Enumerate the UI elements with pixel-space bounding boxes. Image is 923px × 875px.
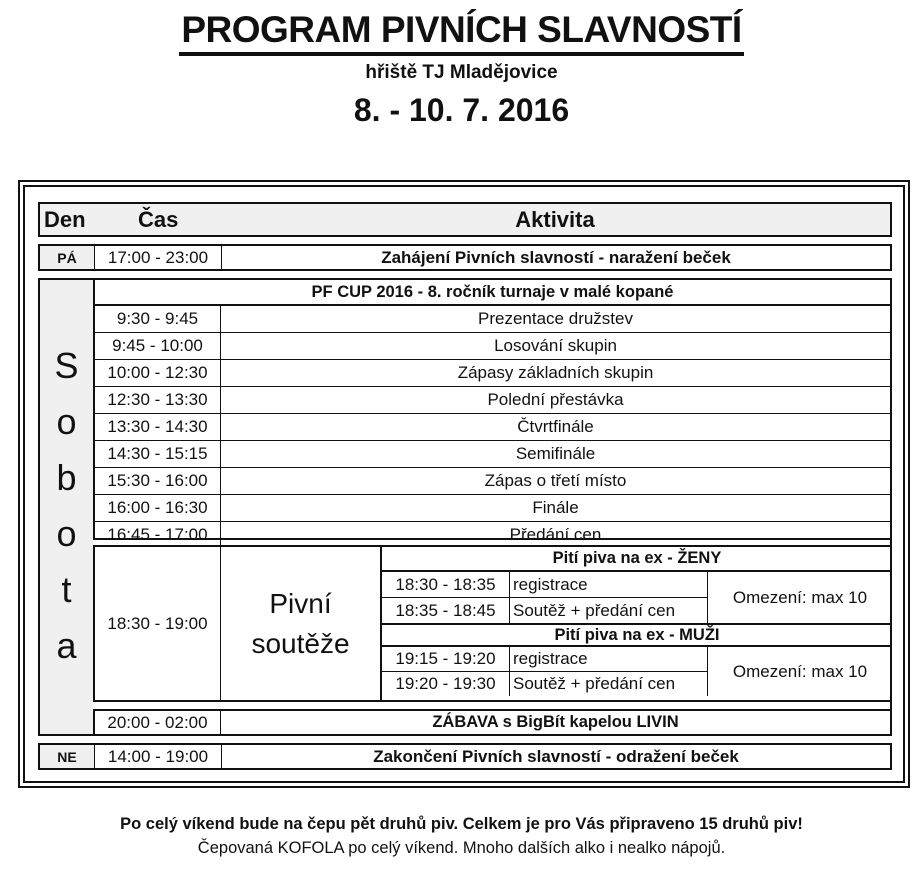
- activity-cell: Semifinále: [220, 441, 890, 467]
- column-header-day: Den: [44, 207, 86, 232]
- day-letter: o: [56, 513, 77, 554]
- activity-cell: Polední přestávka: [220, 387, 890, 413]
- activity-cell: ZÁBAVA s BigBít kapelou LIVIN: [220, 711, 890, 734]
- competition-label-cell: [220, 547, 380, 700]
- activity-cell: Losování skupin: [220, 333, 890, 359]
- activity-cell: Zakončení Pivních slavností - odražení beček: [221, 745, 890, 768]
- time-cell: 20:00 - 02:00: [107, 712, 208, 732]
- day-letter: b: [56, 457, 77, 498]
- time-cell: 16:45 - 17:00: [107, 524, 208, 544]
- activity-cell: Soutěž + předání cen: [509, 672, 707, 696]
- activity-cell: Prezentace družstev: [220, 306, 890, 332]
- column-header-time: Čas: [138, 207, 179, 232]
- table-row: [95, 306, 890, 332]
- table-row: [95, 467, 890, 494]
- time-cell: 9:30 - 9:45: [116, 309, 199, 328]
- group-title-men: Pití piva na ex - MUŽI: [382, 623, 892, 647]
- footer-note-beers: Po celý víkend bude na čepu pět druhů piv. Celkem je pro Vás připraveno 15 druhů piv!: [120, 815, 803, 833]
- table-row: [95, 521, 890, 547]
- saturday-block: [38, 278, 892, 736]
- table-row: [95, 386, 890, 413]
- page-title-text: PROGRAM PIVNÍCH SLAVNOSTÍ: [179, 8, 743, 56]
- time-cell: 19:15 - 19:20: [395, 649, 496, 668]
- table-row: [95, 413, 890, 440]
- day-letter: a: [56, 625, 77, 666]
- competition-label-line2: soutěže: [251, 627, 350, 659]
- group-rows-men: [382, 647, 892, 696]
- column-header-activity: Aktivita: [515, 207, 595, 232]
- time-cell: 18:35 - 18:45: [395, 600, 496, 620]
- activity-cell: Zápas o třetí místo: [220, 468, 890, 494]
- activity-cell: Zápasy základních skupin: [220, 360, 890, 386]
- time-cell: 19:20 - 19:30: [395, 674, 496, 693]
- table-row: [95, 332, 890, 359]
- page-title: [0, 8, 923, 56]
- competition-groups: [380, 547, 892, 700]
- day-letter: t: [61, 569, 72, 610]
- day-letter: o: [56, 401, 77, 442]
- table-row: [95, 440, 890, 467]
- time-cell: 9:45 - 10:00: [112, 336, 203, 355]
- competition-label-line1: Pivní: [269, 587, 332, 619]
- time-cell: 16:00 - 16:30: [107, 498, 208, 517]
- table-header: [38, 202, 892, 237]
- time-cell: 13:30 - 14:30: [107, 417, 208, 436]
- party-row: [93, 709, 890, 734]
- time-cell: 10:00 - 12:30: [107, 363, 208, 382]
- cup-title: PF CUP 2016 - 8. ročník turnaje v malé kopané: [95, 280, 890, 306]
- venue: hřiště TJ Mladějovice: [365, 62, 558, 83]
- activity-cell: Soutěž + předání cen: [509, 598, 707, 623]
- competition-table: [93, 545, 890, 702]
- activity-cell: Finále: [220, 495, 890, 521]
- table-row: [95, 359, 890, 386]
- sunday-row: [38, 743, 892, 770]
- activity-cell: Čtvrtfinále: [220, 414, 890, 440]
- competition-time-cell: 18:30 - 19:00: [107, 613, 208, 633]
- event-dates: 8. - 10. 7. 2016: [353, 92, 570, 128]
- time-cell: 14:00 - 19:00: [94, 745, 221, 768]
- time-cell: 14:30 - 15:15: [107, 444, 208, 463]
- limit-note: Omezení: max 10: [707, 572, 892, 623]
- day-cell-saturday: [40, 280, 93, 734]
- limit-note: Omezení: max 10: [707, 647, 892, 696]
- activity-cell: Předání cen: [220, 522, 890, 547]
- time-cell: 17:00 - 23:00: [94, 246, 221, 269]
- friday-row: [38, 244, 892, 271]
- time-cell: 15:30 - 16:00: [107, 471, 208, 490]
- day-cell-friday: PÁ: [40, 246, 94, 269]
- group-title-women: Pití piva na ex - ŽENY: [382, 547, 892, 572]
- time-cell: 18:30 - 18:35: [395, 574, 496, 594]
- cup-table: [93, 280, 890, 544]
- activity-cell: Zahájení Pivních slavností - naražení beček: [221, 246, 890, 269]
- time-cell: 12:30 - 13:30: [107, 390, 208, 409]
- footer-note-drinks: Čepovaná KOFOLA po celý víkend. Mnoho dalších alko i nealko nápojů.: [197, 839, 726, 857]
- table-row: [95, 494, 890, 521]
- activity-cell: registrace: [509, 572, 707, 597]
- group-rows-women: [382, 572, 892, 623]
- activity-cell: registrace: [509, 647, 707, 671]
- day-letter: S: [54, 345, 79, 386]
- day-cell-sunday: NE: [40, 745, 94, 768]
